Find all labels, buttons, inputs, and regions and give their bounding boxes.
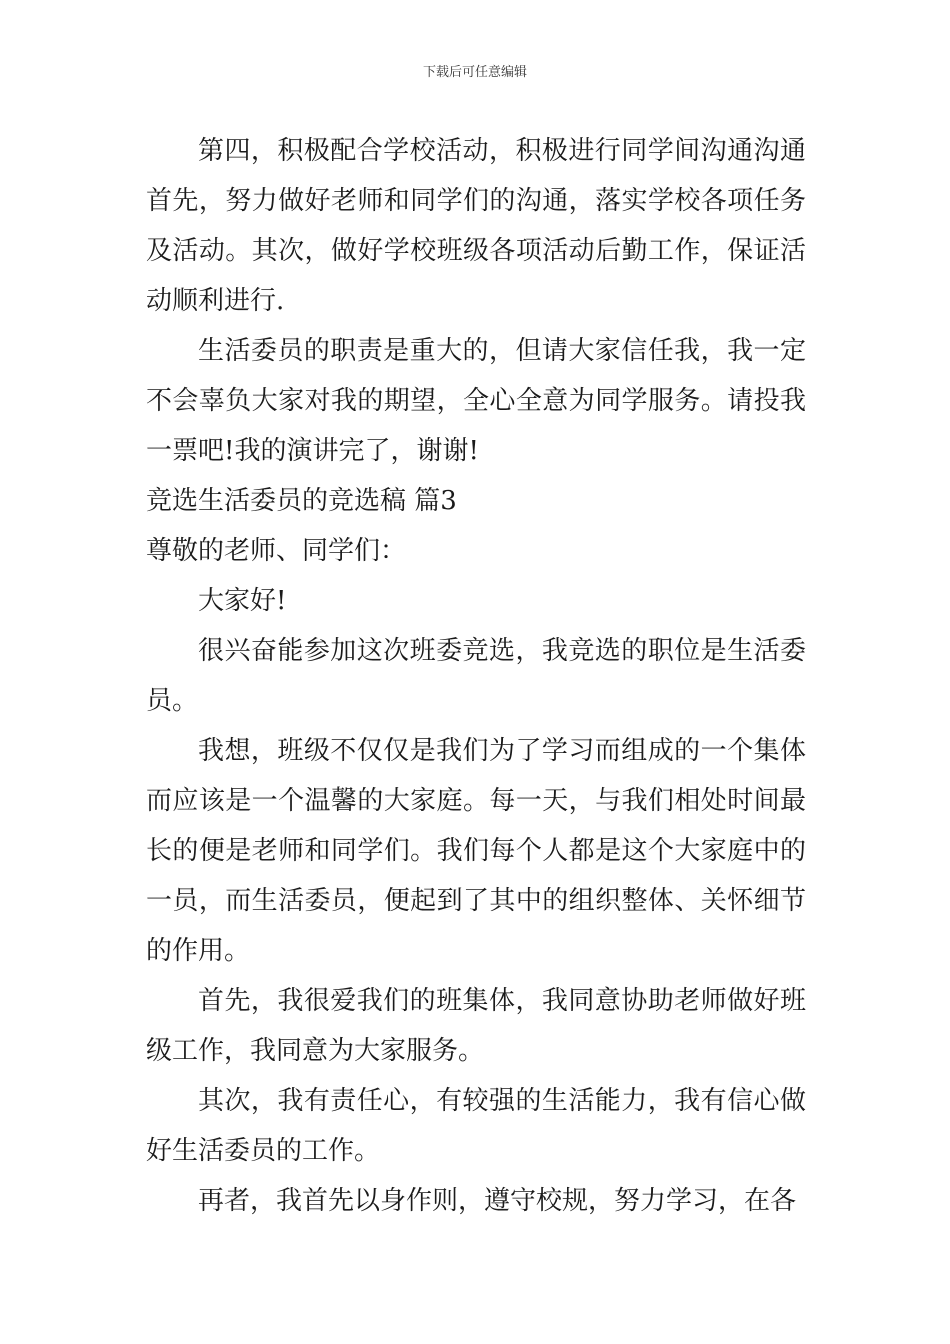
paragraph-3: 很兴奋能参加这次班委竞选，我竞选的职位是生活委员。 [146, 636, 806, 716]
paragraph-7: 再者，我首先以身作则，遵守校规，努力学习，在各 [198, 1186, 797, 1216]
paragraph-4: 我想，班级不仅仅是我们为了学习而组成的一个集体而应该是一个温馨的大家庭。每一天，与我们相处时间最长的便是老师和同学们。我们每个人都是这个大家庭中的一员，而生活委员，便起到了其中的组织整体、关怀细节的作用。 [146, 736, 806, 966]
section-heading: 竞选生活委员的竞选稿 篇3 [146, 486, 457, 516]
page-header-note: 下载后可任意编辑 [422, 65, 527, 80]
document-body [146, 126, 806, 1226]
greeting: 大家好! [198, 586, 287, 616]
salutation: 尊敬的老师、同学们： [146, 536, 407, 566]
paragraph-2: 生活委员的职责是重大的，但请大家信任我，我一定不会辜负大家对我的期望，全心全意为同学服务。请投我一票吧!我的演讲完了，谢谢! [146, 336, 806, 466]
paragraph-6: 其次，我有责任心，有较强的生活能力，我有信心做好生活委员的工作。 [146, 1086, 806, 1166]
paragraph-1: 第四，积极配合学校活动，积极进行同学间沟通沟通首先，努力做好老师和同学们的沟通，落实学校各项任务及活动。其次，做好学校班级各项活动后勤工作，保证活动顺利进行. [146, 136, 806, 316]
paragraph-5: 首先，我很爱我们的班集体，我同意协助老师做好班级工作，我同意为大家服务。 [146, 986, 806, 1066]
